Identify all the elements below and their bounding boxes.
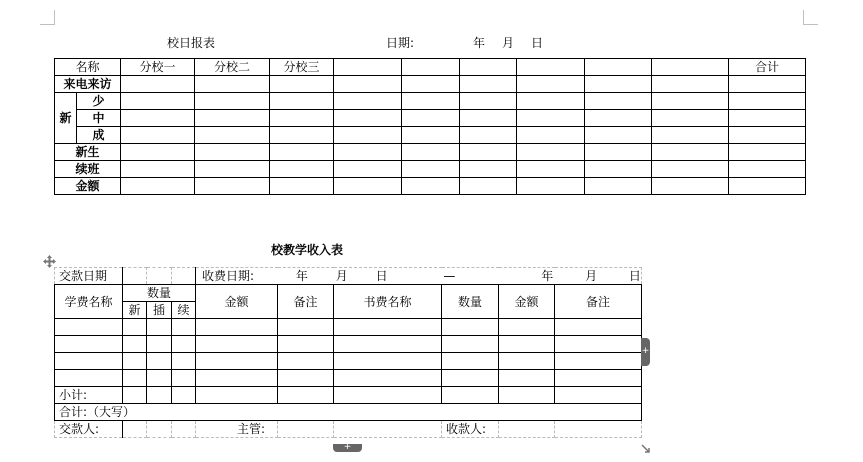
report1-month: 月 [502,36,515,50]
income-table [54,267,642,438]
table-cell[interactable] [121,127,195,144]
table-cell[interactable] [652,110,729,127]
table-cell[interactable] [195,127,270,144]
table-cell[interactable] [270,161,334,178]
table-cell[interactable] [55,336,123,353]
table-cell[interactable] [460,144,517,161]
table-cell[interactable] [402,76,460,93]
table-cell[interactable] [585,59,652,76]
total-uppercase-label: 合计:（大写） [55,404,642,421]
header-total: 合计 [729,59,806,76]
table-cell[interactable] [195,76,270,93]
table-cell[interactable] [652,76,729,93]
table-cell[interactable] [460,59,517,76]
table-cell[interactable] [270,127,334,144]
table-cell[interactable] [334,370,442,387]
table-cell[interactable] [147,336,172,353]
row-label-amount: 金额 [55,178,121,195]
col-amount: 金额 [196,285,278,319]
table-cell[interactable] [499,421,555,438]
table-cell[interactable] [147,353,172,370]
table-cell[interactable] [172,319,196,336]
fee-date-month: 月 [335,269,348,283]
table-cell[interactable] [442,336,499,353]
header-branch-3: 分校三 [270,59,334,76]
col-book-name: 书费名称 [334,285,442,319]
sub-col-renew: 续 [172,302,196,319]
col-remark: 备注 [278,285,334,319]
table-cell[interactable] [334,110,402,127]
table-cell[interactable] [517,93,585,110]
table-cell[interactable] [585,76,652,93]
table-cell[interactable] [555,353,642,370]
table-cell[interactable] [172,421,196,438]
table-cell[interactable] [517,110,585,127]
table-cell[interactable] [460,110,517,127]
row-label-calls: 来电来访 [55,76,121,93]
table-cell[interactable] [172,353,196,370]
table-cell[interactable] [121,110,195,127]
table-cell[interactable] [196,353,278,370]
table-cell[interactable] [270,144,334,161]
table-cell[interactable] [652,161,729,178]
col-quantity: 数量 [123,285,196,302]
header-branch-1: 分校一 [121,59,195,76]
table-cell[interactable] [652,93,729,110]
table-cell[interactable] [555,319,642,336]
table-cell[interactable] [147,370,172,387]
table-cell[interactable] [402,178,460,195]
table-cell[interactable] [555,370,642,387]
table-cell[interactable] [729,178,806,195]
table-cell[interactable] [499,319,555,336]
col-remark-2: 备注 [555,285,642,319]
table-cell[interactable] [729,161,806,178]
table-cell[interactable] [499,370,555,387]
table-cell[interactable] [147,421,172,438]
table-cell[interactable] [195,161,270,178]
table-cell[interactable] [499,336,555,353]
page-corner-top-left [40,10,55,25]
table-cell[interactable] [460,76,517,93]
subtotal-label: 小计: [55,387,123,404]
sub-col-insert: 插 [147,302,172,319]
table-cell[interactable] [442,387,499,404]
table-cell[interactable] [278,319,334,336]
plus-icon: + [641,346,650,356]
table-cell[interactable] [147,268,172,285]
table-cell[interactable] [334,319,442,336]
table-cell[interactable] [402,110,460,127]
table-cell[interactable] [147,387,172,404]
pay-date-label: 交款日期 [55,268,123,285]
table-cell[interactable] [172,370,196,387]
table-cell[interactable] [729,127,806,144]
report1-date-label: 日期: [386,36,415,50]
table-cell[interactable] [196,319,278,336]
table-cell[interactable] [123,353,147,370]
table-cell[interactable] [196,387,278,404]
table-cell[interactable] [334,387,442,404]
report1-year: 年 [473,36,486,50]
header-branch-2: 分校二 [195,59,270,76]
table-cell[interactable] [652,59,729,76]
table-cell[interactable] [729,76,806,93]
table-cell[interactable] [555,421,642,438]
table-cell[interactable] [402,59,460,76]
row-label-zhong: 中 [77,110,121,127]
table-cell[interactable] [442,370,499,387]
col-tuition-name: 学费名称 [55,285,123,319]
table-cell[interactable] [334,59,402,76]
table-cell[interactable] [270,76,334,93]
fee-date-label: 收费日期: [202,269,255,283]
add-column-button[interactable] [641,338,650,366]
table-cell[interactable] [585,161,652,178]
table-cell[interactable] [585,144,652,161]
fee-date-year-2: 年 [541,269,554,283]
table-cell[interactable] [278,353,334,370]
plus-icon: + [343,442,352,452]
table-cell[interactable] [123,387,147,404]
table-cell[interactable] [402,93,460,110]
table-cell[interactable] [652,144,729,161]
table-cell[interactable] [278,421,334,438]
table-cell[interactable] [270,93,334,110]
table-cell[interactable] [121,93,195,110]
table-cell[interactable] [652,178,729,195]
table-cell[interactable] [123,319,147,336]
table-cell[interactable] [442,353,499,370]
table-cell[interactable] [499,353,555,370]
report1-title: 校日报表 [167,36,216,50]
row-label-new-student: 新生 [55,144,121,161]
col-quantity-2: 数量 [442,285,499,319]
payer-label: 交款人: [55,421,123,438]
receiver-label: 收款人: [442,421,499,438]
daily-report-table [54,58,806,195]
table-cell[interactable] [729,93,806,110]
table-cell[interactable] [172,268,196,285]
table-cell[interactable] [517,144,585,161]
table-cell[interactable] [195,110,270,127]
table-cell[interactable] [499,387,555,404]
row-label-renew: 续班 [55,161,121,178]
add-row-button[interactable] [333,444,362,452]
table-cell[interactable] [555,336,642,353]
fee-date-day-2: 日 [628,269,641,283]
table-cell[interactable] [278,336,334,353]
page-corner-top-right [803,10,818,25]
table-cell[interactable] [195,93,270,110]
table-cell[interactable] [460,178,517,195]
fee-date-month-2: 月 [585,269,598,283]
manager-label: 主管: [196,421,278,438]
fee-date-day: 日 [375,269,388,283]
table-cell[interactable] [147,319,172,336]
table-cell[interactable] [460,127,517,144]
table-cell[interactable] [334,76,402,93]
table-cell[interactable] [55,319,123,336]
table-cell[interactable] [402,127,460,144]
table-cell[interactable] [123,370,147,387]
table-cell[interactable] [172,336,196,353]
table-cell[interactable] [585,178,652,195]
table-cell[interactable] [517,161,585,178]
table-cell[interactable] [517,127,585,144]
table-cell[interactable] [55,370,123,387]
table-cell[interactable] [334,93,402,110]
table-cell[interactable] [334,353,442,370]
table-cell[interactable] [55,353,123,370]
table-cell[interactable] [334,144,402,161]
table-cell[interactable] [402,161,460,178]
fee-date-cell [196,268,642,285]
table-cell[interactable] [585,127,652,144]
col-amount-2: 金额 [499,285,555,319]
table-cell[interactable] [270,178,334,195]
table-cell[interactable] [334,336,442,353]
table-cell[interactable] [334,161,402,178]
resize-icon[interactable] [641,442,650,451]
table-cell[interactable] [729,144,806,161]
report2-title: 校教学收入表 [271,243,344,257]
table-cell[interactable] [517,178,585,195]
table-cell[interactable] [121,178,195,195]
report1-day: 日 [531,36,544,50]
table-cell[interactable] [652,127,729,144]
table-cell[interactable] [334,178,402,195]
table-cell[interactable] [121,76,195,93]
table-cell[interactable] [442,319,499,336]
row-label-cheng: 成 [77,127,121,144]
table-cell[interactable] [334,421,442,438]
table-cell[interactable] [195,144,270,161]
fee-date-year: 年 [295,269,308,283]
table-cell[interactable] [123,336,147,353]
table-cell[interactable] [270,110,334,127]
table-cell[interactable] [460,93,517,110]
table-cell[interactable] [278,370,334,387]
table-cell[interactable] [121,144,195,161]
table-cell[interactable] [460,161,517,178]
table-cell[interactable] [196,370,278,387]
row-label-shao: 少 [77,93,121,110]
table-cell[interactable] [123,421,147,438]
table-cell[interactable] [517,76,585,93]
header-name: 名称 [55,59,121,76]
table-cell[interactable] [123,268,147,285]
table-cell[interactable] [585,93,652,110]
table-cell[interactable] [555,387,642,404]
table-cell[interactable] [195,178,270,195]
sub-col-new: 新 [123,302,147,319]
table-cell[interactable] [334,127,402,144]
fee-date-dash: — [443,269,456,283]
row-group-new: 新 [55,93,77,144]
table-cell[interactable] [172,387,196,404]
table-cell[interactable] [121,161,195,178]
table-cell[interactable] [517,59,585,76]
table-cell[interactable] [196,336,278,353]
table-cell[interactable] [278,387,334,404]
table-cell[interactable] [729,110,806,127]
table-cell[interactable] [402,144,460,161]
table-cell[interactable] [585,110,652,127]
